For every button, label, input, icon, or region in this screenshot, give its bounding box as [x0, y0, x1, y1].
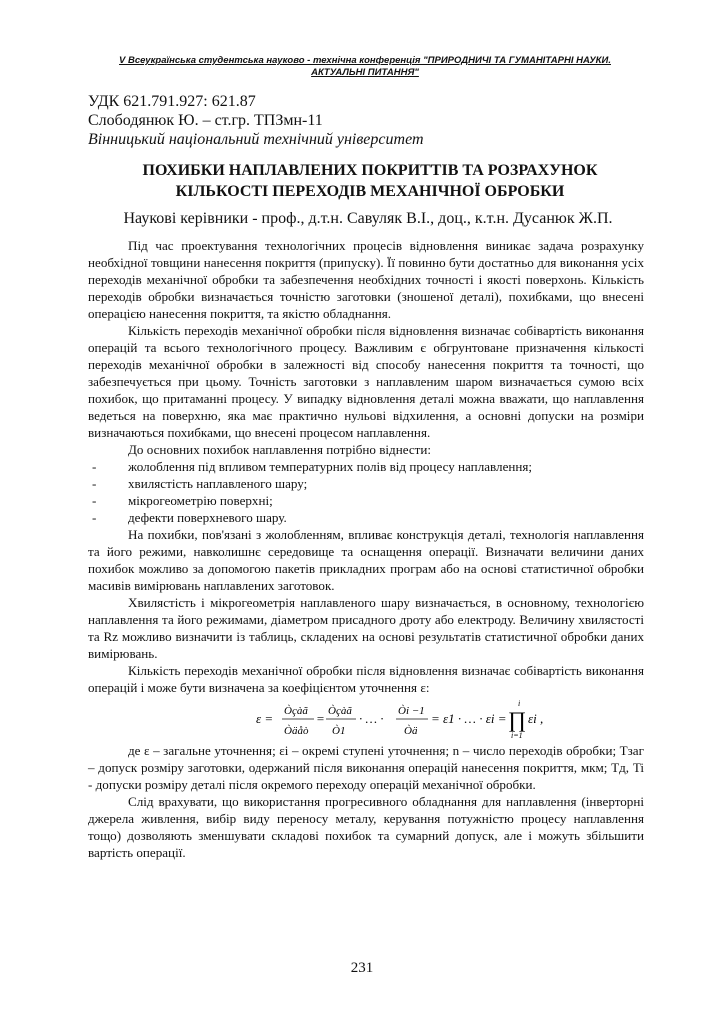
- supervisors-line: Наукові керівники - проф., д.т.н. Савуляк В.І., доц., к.т.н. Дусанюк Ж.П.: [123, 210, 613, 227]
- paper-title: [100, 160, 640, 202]
- list-marker: -: [92, 459, 97, 474]
- list-item: - дефекти поверхневого шару.: [92, 510, 287, 525]
- list-marker: -: [92, 510, 97, 525]
- paragraph-1: Під час проектування технологічних процесів відновлення виникає задача розрахунку необхідної товщини нанесення покриття (припуску). Її повинно бути достатньо для виконання усіх переходів механічної обробки та забезпечення необхідних точності і якості поверхонь. Кількість переходів обробки визначається точністю заготовки (зношеної деталі), похибками, що внесені операцією нанесення покриття, та якістю обладнання.: [88, 238, 644, 321]
- paragraph-7: де ε – загальне уточнення; εi – окремі ступені уточнення; n – число переходів обробки; Tзаг – допуск розміру заготовки, одержаний після виконання операцій нанесення покриття, мкм; Tд, Ti - допуски розміру деталі після окремого переходу операцій механічної обробки.: [88, 743, 644, 792]
- list-marker: -: [92, 476, 97, 491]
- product-symbol: ∏: [508, 707, 527, 732]
- conference-header: [95, 55, 635, 79]
- paragraph-8: Слід врахувати, що використання прогресивного обладнання для наплавлення (інверторні джерела живлення, вибір виду переносу металу, керування потужністю процесу наплавлення тощо) дозволяють зменшувати складові похибок та сумарний допуск, але і можуть збільшити вартість операції.: [88, 794, 644, 860]
- paragraph-2: Кількість переходів механічної обробки після відновлення визначає собівартість виконання операцій та всього технологічного процесу. Важливим є обгрунтоване призначення кількості переходів механічної обробки в залежності від способу нанесення покриття та точності, що забезпечується при цьому. Точність заготовки з наплавленим шаром визначається сумою всіх похибок, що притаманні процесу. У випадку відновлення деталі можна вважати, що наплавлення ведеться на поверхню, яка має практично нульові відхилення, а основні допуски на розміри визначаються похибками, що внесені процесом наплавлення.: [88, 323, 644, 440]
- paper-body: [88, 237, 644, 861]
- formula-prod-top: i: [518, 699, 521, 708]
- formula-prod-bottom: i=1: [511, 731, 523, 740]
- list-item: - хвилястість наплавленого шару;: [92, 476, 308, 491]
- formula-frac2-den: Ò1: [332, 725, 346, 737]
- formula-frac1-num: Òçàã: [284, 705, 308, 717]
- formula-frac1-den: Òäåò: [284, 725, 309, 737]
- paragraph-5: Хвилястість і мікрогеометрія наплавленого шару визначається, в основному, технологією наплавлення та його режимами, діаметром присадного дроту або електроду. Величину хвилястості та Rz можливо визначити із таблиць, складених на основі результатів статистичної обробки даних вимірювань.: [88, 595, 644, 661]
- udc-code: УДК 621.791.927: 621.87: [88, 93, 256, 110]
- paragraph-4: На похибки, пов'язані з жолобленням, впливає конструкція деталі, технологія наплавлення та його режими, навколишнє середовище та оснащення операції. Визначати величини даних похибок можливо за допомогою пакетів прикладних програм або на основі статистичної обробки масивів вимірювань наплавлених заготовок.: [88, 527, 644, 593]
- formula-frac3-den: Òä: [404, 725, 418, 737]
- paragraph-3: До основних похибок наплавлення потрібно віднести:: [128, 442, 432, 457]
- formula-eq: =: [316, 711, 325, 726]
- conference-header-line2: АКТУАЛЬНІ ПИТАННЯ": [311, 67, 419, 78]
- paragraph-6: Кількість переходів механічної обробки після відновлення визначає собівартість виконання операцій і може бути визначена за коефіцієнтом уточнення ε:: [88, 663, 644, 695]
- refinement-formula: [88, 696, 644, 742]
- formula-frac3-num: Òi −1: [398, 705, 425, 717]
- title-line1: ПОХИБКИ НАПЛАВЛЕНИХ ПОКРИТТІВ ТА РОЗРАХУНОК: [142, 162, 598, 179]
- error-list: [88, 458, 644, 526]
- list-item: - мікрогеометрію поверхні;: [92, 493, 273, 508]
- institution: Вінницький національний технічний університет: [88, 131, 424, 148]
- formula-dots: · … ·: [359, 711, 384, 726]
- list-item: - жолоблення під впливом температурних полів від процесу наплавлення;: [92, 459, 533, 474]
- formula-prod-term: εi ,: [528, 711, 544, 726]
- author-line: Слободянюк Ю. – ст.гр. ТПЗмн-11: [88, 112, 323, 129]
- formula-rhs: = ε1 · … · εi =: [431, 711, 507, 726]
- conference-header-line1: V Всеукраїнська студентська науково - технічна конференція "ПРИРОДНИЧІ ТА ГУМАНІТАРНІ НАУКИ.: [119, 55, 611, 66]
- page-number: 231: [350, 960, 374, 976]
- formula-lhs: ε =: [256, 711, 274, 726]
- list-marker: -: [92, 493, 97, 508]
- formula-frac2-num: Òçàã: [328, 705, 352, 717]
- title-line2: КІЛЬКОСТІ ПЕРЕХОДІВ МЕХАНІЧНОЇ ОБРОБКИ: [175, 183, 565, 200]
